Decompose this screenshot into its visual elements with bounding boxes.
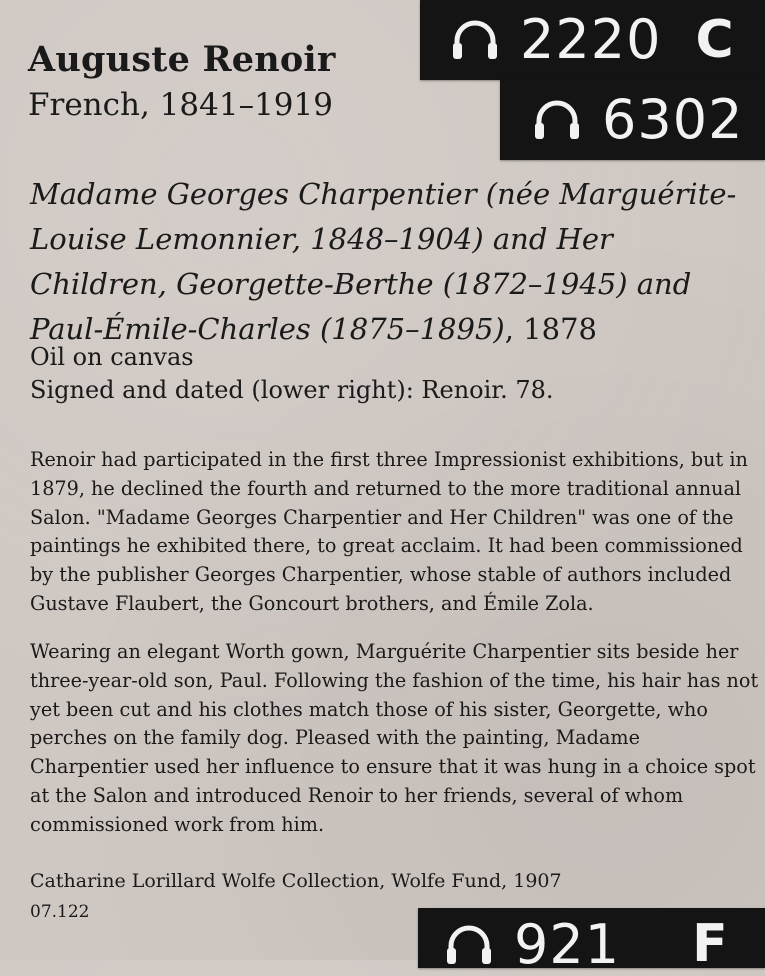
artwork-medium: Oil on canvas — [30, 343, 194, 371]
artist-name: Auguste Renoir — [28, 39, 336, 80]
audio-guide-badge-2220 — [420, 0, 765, 80]
audio-stop-number: 921 — [514, 913, 621, 976]
headphones-icon — [448, 13, 502, 67]
audio-stop-number: 6302 — [602, 88, 744, 151]
headphones-icon — [442, 918, 496, 972]
artist-nationality-dates: French, 1841–1919 — [28, 87, 333, 123]
accession-number: 07.122 — [30, 902, 90, 922]
description-paragraph-1: Renoir had participated in the first three Impressionist exhibitions, but in 1879, he declined the fourth and returned to the more traditional annual Salon. "Madame Georges Charpentier and Her Children" was one of the paintings he exhibited there, to great acclaim. It had been commissioned by the publisher Georges Charpentier, whose stable of authors included Gustave Flaubert, the Goncourt brothers, and Émile Zola. — [30, 448, 748, 615]
artwork-title — [30, 172, 750, 352]
audio-stop-letter: C — [695, 10, 734, 70]
audio-guide-badge-921 — [418, 908, 765, 976]
audio-stop-number: 2220 — [520, 8, 662, 71]
description-paragraph-2: Wearing an elegant Worth gown, Marguérite Charpentier sits beside her three-year-old son, Paul. Following the fashion of the time, his hair has not yet been cut and his clothes match those of his sister, Georgette, who perches on the family dog. Pleased with the painting, Madame Charpentier used her influence to ensure that it was hung in a choice spot at the Salon and introduced Renoir to her friends, several of whom commissioned work from him. — [30, 640, 759, 836]
artwork-signature-note: Signed and dated (lower right): Renoir. 78. — [30, 376, 554, 404]
audio-stop-letter: F — [692, 914, 728, 974]
artwork-year: , 1878 — [504, 312, 597, 346]
headphones-icon — [530, 93, 584, 147]
artwork-title-text: Madame Georges Charpentier (née Marguérite-Louise Lemonnier, 1848–1904) and Her Children, Georgette-Berthe (1872–1945) and Paul-Émile-Charles (1875–1895) — [30, 177, 737, 346]
audio-guide-badge-6302 — [500, 80, 765, 160]
credit-line: Catharine Lorillard Wolfe Collection, Wolfe Fund, 1907 — [30, 870, 562, 892]
